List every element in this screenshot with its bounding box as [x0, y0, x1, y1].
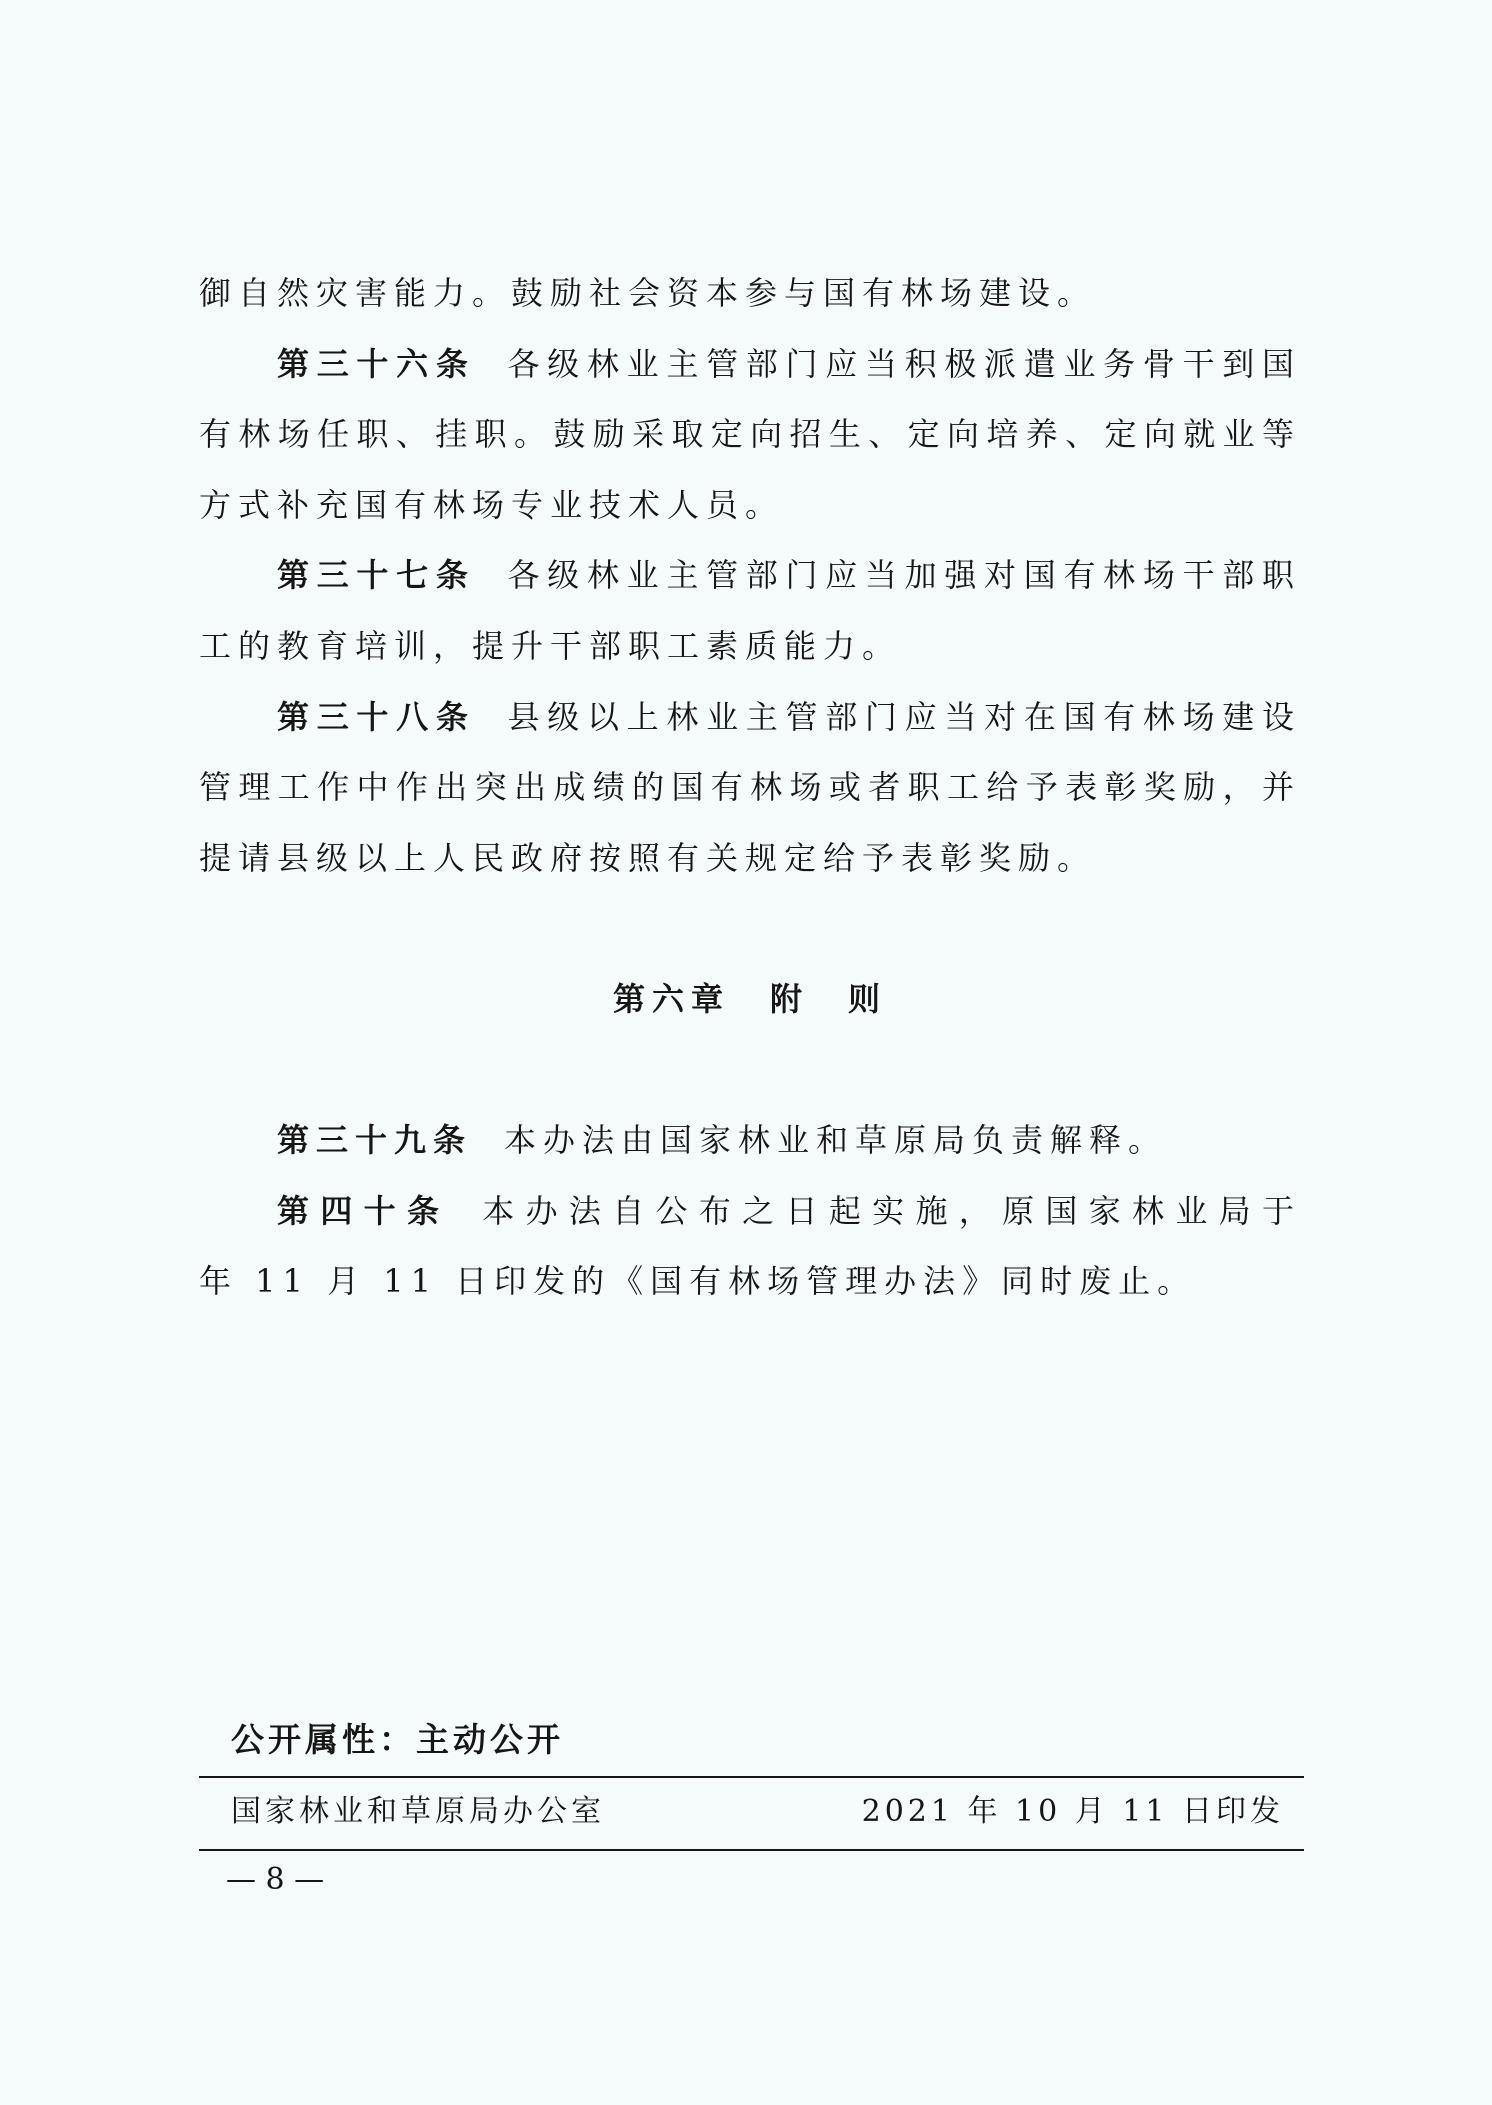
- article-label: 第三十九条: [277, 1121, 473, 1160]
- line-text: 年 11 月 11 日印发的《国有林场管理办法》同时废止。: [199, 1262, 1197, 1301]
- text-line: [199, 823, 1301, 894]
- article-40-line: [199, 1176, 1301, 1247]
- article-text: 本办法自公布之日起实施，原国家林业局于: [482, 1191, 1301, 1230]
- footer-rule-top: [199, 1776, 1304, 1778]
- issuer-row: [231, 1792, 1284, 1832]
- disclosure-attribute: 公开属性：主动公开: [231, 1720, 564, 1759]
- article-36-line: [199, 329, 1301, 400]
- article-text: 各级林业主管部门应当积极派遣业务骨干到国: [507, 344, 1301, 383]
- issue-date: 2021 年 10 月 11 日印发: [861, 1794, 1284, 1829]
- line-text: 提请县级以上人民政府按照有关规定给予表彰奖励。: [199, 838, 1097, 877]
- text-line: [199, 611, 1301, 682]
- page-number: — 8 —: [226, 1862, 325, 1897]
- line-text: 方式补充国有林场专业技术人员。: [199, 485, 785, 524]
- article-38-line: [199, 682, 1301, 753]
- chapter-heading: [199, 964, 1301, 1035]
- article-label: 第三十七条: [277, 556, 476, 595]
- article-text: 县级以上林业主管部门应当对在国有林场建设: [507, 697, 1301, 736]
- footer-rule-bottom: [199, 1849, 1304, 1851]
- text-line: [199, 258, 1301, 329]
- article-label: 第三十六条: [277, 344, 476, 383]
- chapter-title: 附 则: [770, 979, 888, 1018]
- line-text: 管理工作中作出突出成绩的国有林场或者职工给予表彰奖励，并: [199, 768, 1301, 807]
- article-label: 第三十八条: [277, 697, 476, 736]
- text-line: [199, 752, 1301, 823]
- article-text: 各级林业主管部门应当加强对国有林场干部职: [507, 556, 1301, 595]
- line-text: 工的教育培训，提升干部职工素质能力。: [199, 626, 902, 665]
- line-text: 有林场任职、挂职。鼓励采取定向招生、定向培养、定向就业等: [199, 415, 1301, 454]
- article-37-line: [199, 540, 1301, 611]
- chapter-number: 第六章: [612, 979, 730, 1018]
- line-text: 御自然灾害能力。鼓励社会资本参与国有林场建设。: [199, 274, 1097, 312]
- issuing-office: 国家林业和草原局办公室: [231, 1794, 605, 1829]
- body-text: [199, 258, 1301, 1317]
- text-line: [199, 399, 1301, 470]
- article-39-line: [199, 1105, 1301, 1176]
- text-line: [199, 470, 1301, 541]
- article-label: 第四十条: [277, 1191, 451, 1230]
- article-text: 本办法由国家林业和草原局负责解释。: [504, 1121, 1168, 1160]
- text-line: [199, 1246, 1301, 1317]
